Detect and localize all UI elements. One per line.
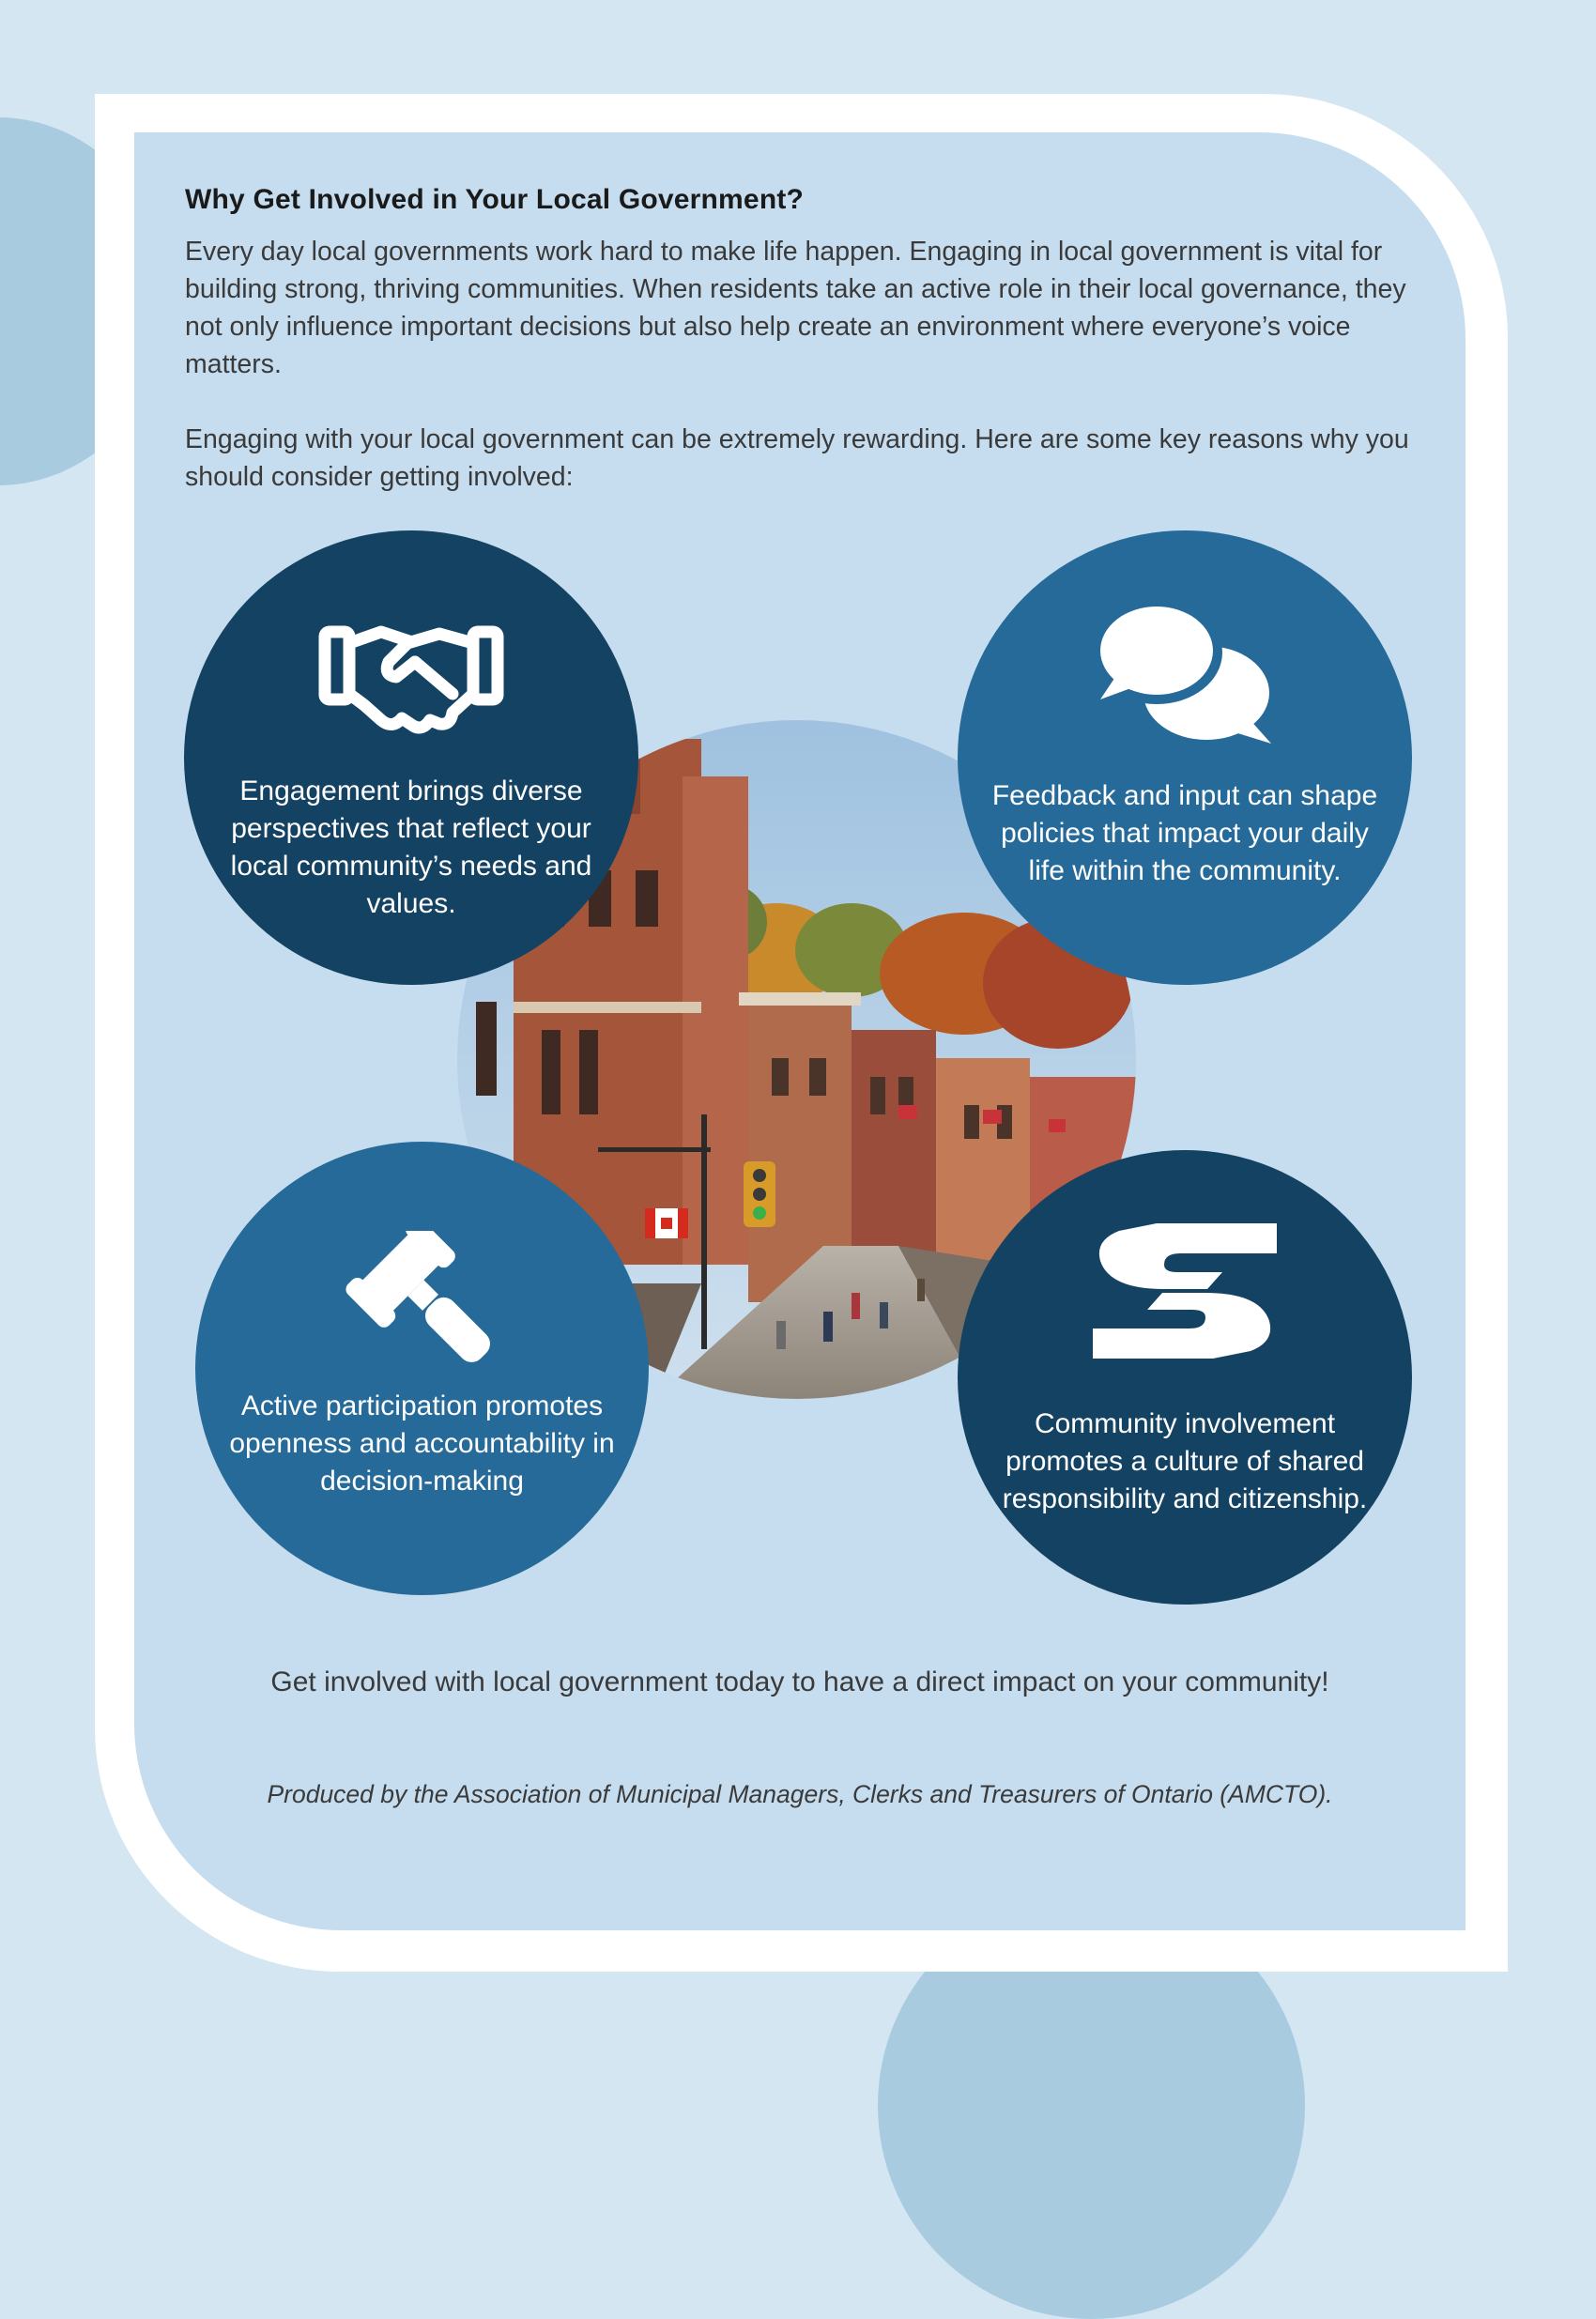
benefit-text: Feedback and input can shape policies that impact your daily life within the community. [991,780,1378,886]
handshake-icon [317,615,505,737]
benefit-text: Active participation promotes openness and accountability in decision-making [229,1390,615,1497]
producer-credit: Produced by the Association of Municipal Managers, Clerks and Treasurers of Ontario (AMCTO). [267,1780,1333,1808]
benefit-openness-accountability [195,1142,649,1595]
helping-hands-icon [1091,1216,1279,1366]
speech-bubbles-icon [1091,596,1279,746]
reasons-intro-paragraph: Engaging with your local government can be extremely rewarding. Here are some key reasons why you should consider getting involved: [185,424,1409,492]
benefit-diverse-perspectives [184,530,638,985]
benefit-text: Community involvement promotes a culture of shared responsibility and citizenship. [1002,1408,1368,1514]
benefit-text: Engagement brings diverse perspectives that reflect your local community’s needs and values. [230,776,592,919]
benefit-shared-responsibility [958,1150,1412,1605]
call-to-action: Get involved with local government today to have a direct impact on your community! [270,1666,1329,1697]
intro-paragraph: Every day local governments work hard to make life happen. Engaging in local government is vital for building strong, thriving communities. When residents take an active role in their local governance, they not only influence important decisions but also help create an environment where everyone’s voice matters. [185,237,1406,379]
benefit-feedback-input [958,530,1412,985]
page-heading: Why Get Involved in Your Local Government? [185,184,805,215]
gavel-icon [343,1231,502,1372]
